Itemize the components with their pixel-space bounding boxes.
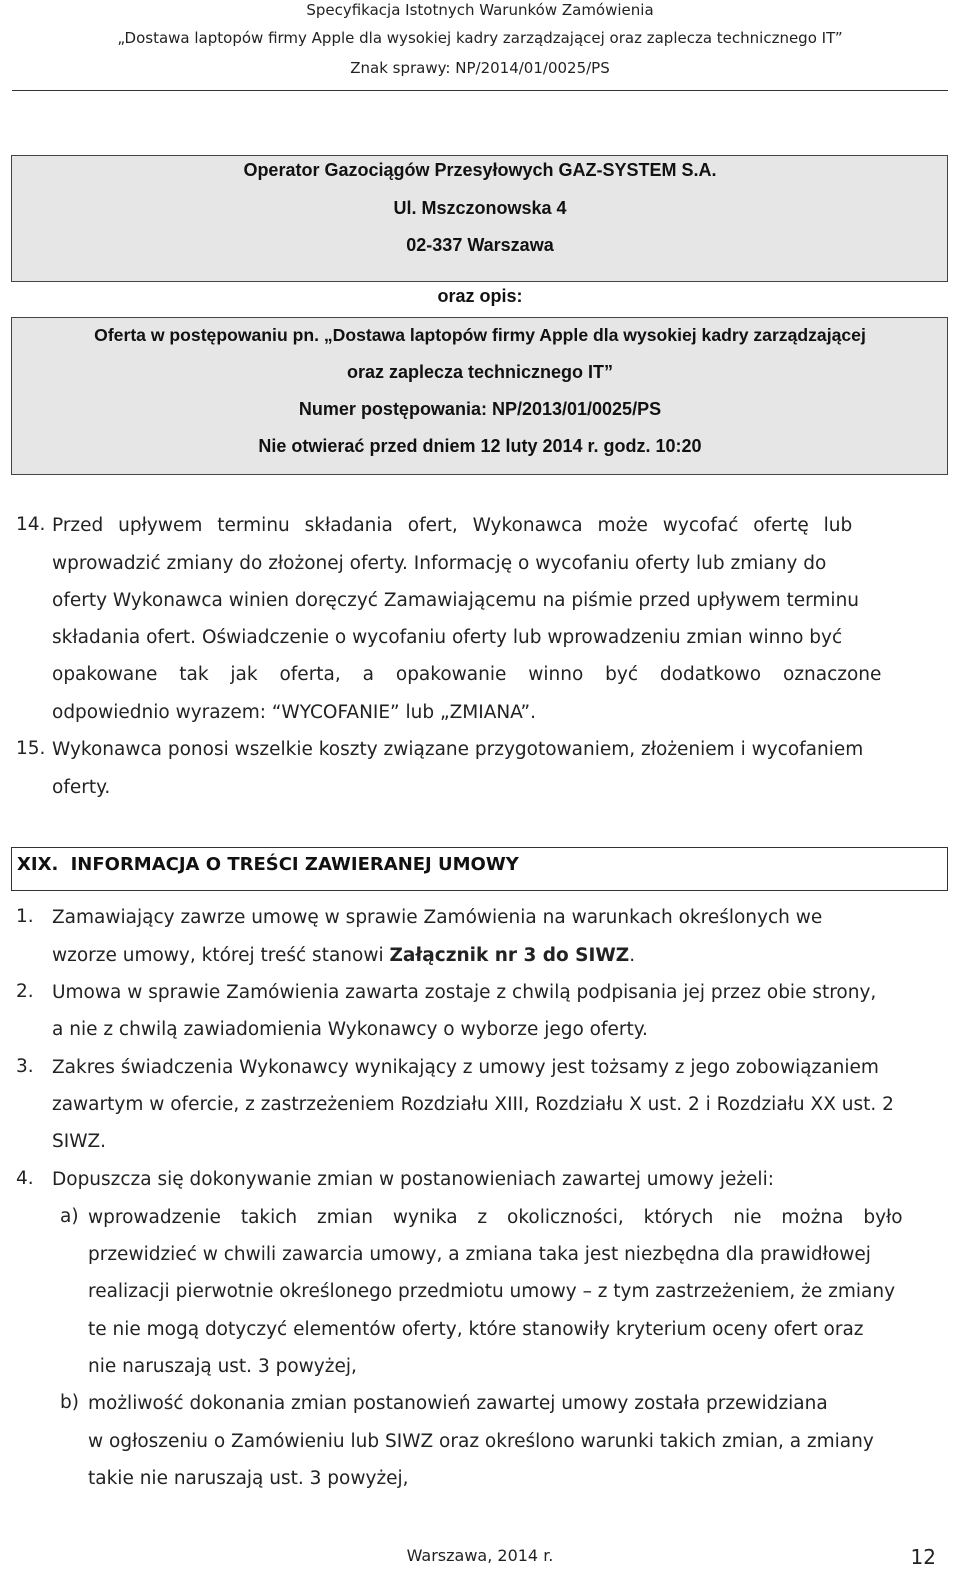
point-15-line-1: Wykonawca ponosi wszelkie koszty związane przygotowaniem, złożeniem i wycofaniem: [52, 739, 864, 760]
header-subject: „Dostawa laptopów firmy Apple dla wysokiej kadry zarządzającej oraz zaplecza technicznego IT”: [117, 29, 843, 47]
point-4-line-1: Dopuszcza się dokonywanie zmian w postanowieniach zawartej umowy jeżeli:: [52, 1169, 774, 1190]
offer-line-deadline: Nie otwierać przed dniem 12 luty 2014 r. godz. 10:20: [258, 436, 702, 456]
between-label: oraz opis:: [437, 286, 523, 306]
point-14-line-1: Przed upływem terminu składania ofert, Wykonawca może wycofać ofertę lub: [52, 515, 853, 536]
offer-line-subject: oraz zaplecza technicznego IT”: [346, 362, 614, 382]
point-2-line-2: a nie z chwilą zawiadomienia Wykonawcy o wyborze jego oferty.: [52, 1019, 648, 1040]
point-3-line-1: Zakres świadczenia Wykonawcy wynikający z umowy jest tożsamy z jego zobowiązaniem: [52, 1057, 879, 1078]
point-14-line-6: odpowiednio wyrazem: “WYCOFANIE” lub „ZMIANA”.: [52, 702, 537, 723]
point-3-line-3: SIWZ.: [52, 1131, 107, 1152]
subpoint-a-line-3: realizacji pierwotnie określonego przedmiotu umowy – z tym zastrzeżeniem, że zmiany: [88, 1281, 896, 1302]
point-1-line-2: [52, 944, 635, 968]
point-number: 15.: [16, 738, 46, 759]
point-number: 3.: [16, 1056, 34, 1077]
subpoint-letter: b): [60, 1392, 79, 1413]
subpoint-a-line-1: wprowadzenie takich zmian wynika z okoliczności, których nie można było: [88, 1207, 903, 1228]
page-number: 12: [910, 1545, 936, 1569]
point-number: 2.: [16, 981, 34, 1002]
header-divider: [12, 90, 948, 91]
offer-line-title: Oferta w postępowaniu pn. „Dostawa laptopów firmy Apple dla wysokiej kadry zarządzającej: [94, 325, 866, 345]
attachment-reference: Załącznik nr 3 do SIWZ: [389, 945, 630, 966]
header-case-number: Znak sprawy: NP/2014/01/0025/PS: [350, 59, 610, 77]
subpoint-a-line-2: przewidzieć w chwili zawarcia umowy, a zmiana taka jest niezbędna dla prawidłowej: [88, 1244, 871, 1265]
subpoint-a-line-5: nie naruszają ust. 3 powyżej,: [88, 1356, 357, 1377]
address-line-city: 02-337 Warszawa: [406, 235, 554, 255]
subpoint-b-line-3: takie nie naruszają ust. 3 powyżej,: [88, 1468, 409, 1489]
subpoint-b-line-2: w ogłoszeniu o Zamówieniu lub SIWZ oraz określono warunki takich zmian, a zmiany: [88, 1431, 874, 1452]
point-2-line-1: Umowa w sprawie Zamówienia zawarta zostaje z chwilą podpisania jej przez obie strony,: [52, 982, 877, 1003]
subpoint-letter: a): [60, 1206, 79, 1227]
section-number: XIX.: [17, 854, 59, 875]
point-14-line-5: opakowane tak jak oferta, a opakowanie winno być dodatkowo oznaczone: [52, 664, 882, 685]
point-14-line-3: oferty Wykonawca winien doręczyć Zamawiającemu na piśmie przed upływem terminu: [52, 590, 860, 611]
point-14-line-4: składania ofert. Oświadczenie o wycofaniu oferty lub wprowadzeniu zmian winno być: [52, 627, 843, 648]
point-1-text: wzorze umowy, której treść stanowi: [52, 945, 390, 966]
footer-place-date: Warszawa, 2014 r.: [406, 1546, 554, 1565]
address-line-company: Operator Gazociągów Przesyłowych GAZ-SYSTEM S.A.: [243, 160, 717, 180]
address-line-street: Ul. Mszczonowska 4: [393, 198, 567, 218]
subpoint-b-line-1: możliwość dokonania zmian postanowień zawartej umowy została przewidziana: [88, 1393, 828, 1414]
header-title: Specyfikacja Istotnych Warunków Zamówienia: [306, 1, 654, 19]
subpoint-a-line-4: te nie mogą dotyczyć elementów oferty, które stanowiły kryterium oceny ofert oraz: [88, 1319, 864, 1340]
point-15-line-2: oferty.: [52, 777, 111, 798]
point-1-line-1: Zamawiający zawrze umowę w sprawie Zamówienia na warunkach określonych we: [52, 907, 823, 928]
point-3-line-2: zawartym w ofercie, z zastrzeżeniem Rozdziału XIII, Rozdziału X ust. 2 i Rozdziału XX ust. 2: [52, 1094, 894, 1115]
offer-line-number: Numer postępowania: NP/2013/01/0025/PS: [298, 399, 662, 419]
section-heading: [17, 854, 519, 875]
point-14-line-2: wprowadzić zmiany do złożonej oferty. Informację o wycofaniu oferty lub zmiany do: [52, 553, 827, 574]
point-number: 4.: [16, 1168, 34, 1189]
point-number: 14.: [16, 514, 46, 535]
point-1-end: .: [629, 945, 636, 966]
section-title: INFORMACJA O TREŚCI ZAWIERANEJ UMOWY: [70, 854, 519, 875]
point-number: 1.: [16, 906, 34, 927]
